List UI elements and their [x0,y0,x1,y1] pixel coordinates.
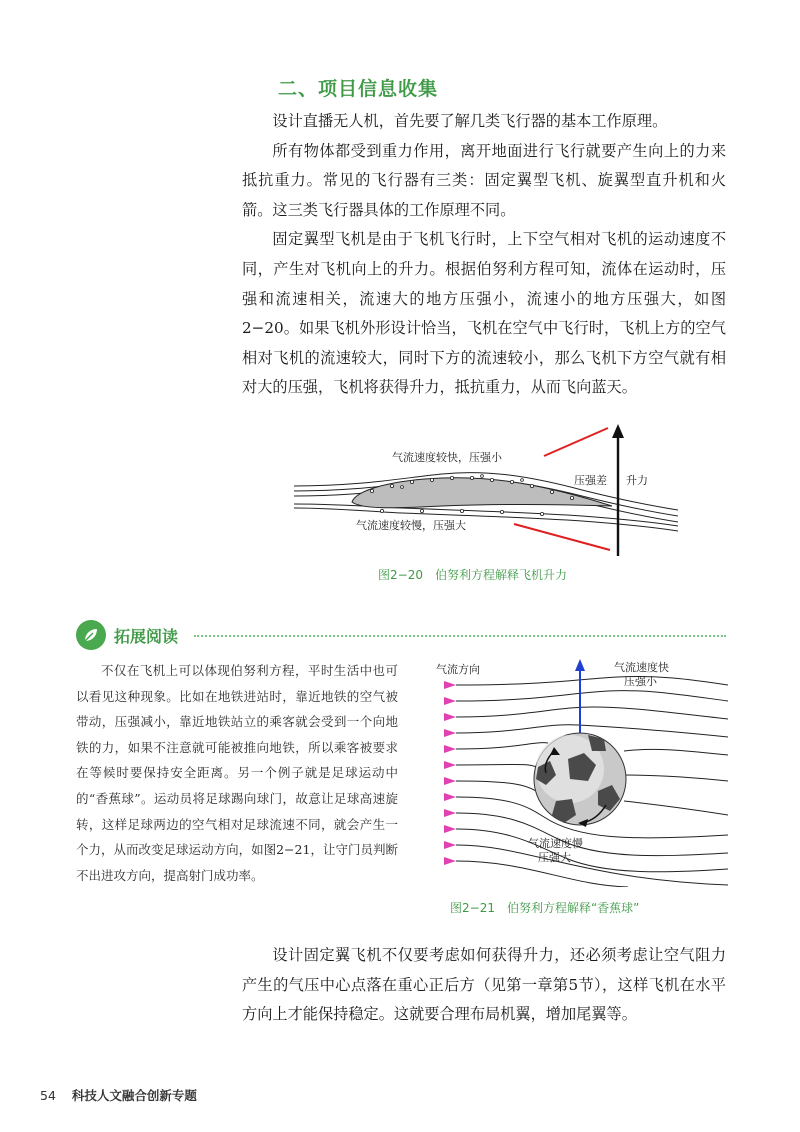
airfoil-lift-diagram [292,420,678,560]
label-low-pressure: 压强小 [624,675,657,688]
label-pressure-difference: 压强差 [574,474,607,487]
streamline [294,504,678,526]
dotted-divider [194,635,726,637]
label-high-pressure: 压强大 [538,851,571,864]
paragraph: 固定翼型飞机是由于飞机飞行时，上下空气相对飞机的运动速度不同，产生对飞机向上的升力。根据伯努利方程可知，流体在运动时，压强和流速相关，流速大的地方压强小，流速小的地方压强大，如图2−20。如果飞机外形设计恰当，飞机在空气中飞行时，飞机上方的空气相对飞机的流速较大，同时下方的流速较小，那么飞机下方空气就有相对大的压强，飞机将获得升力，抵抗重力，从而飞向蓝天。 [242,230,726,397]
label-fast-airflow: 气流速度快 [614,661,669,674]
paragraph: 不仅在飞机上可以体现伯努利方程，平时生活中也可以看见这种现象。比如在地铁进站时，靠近地铁的空气被带动，压强减小，靠近地铁站立的乘客就会受到一个向地铁的力，如果不注意就可能被推向地铁，所以乘客被要求在等候时要保持安全距离。另一个例子就是足球运动中的“香蕉球”。运动员将足球踢向球门，故意让足球高速旋转，这样足球两边的空气相对足球流速不同，就会产生一个力，从而改变足球运动方向，如图2−21，让守门员判断不出进攻方向，提高射门成功率。 [76,663,398,883]
force-arrow-head [575,659,585,671]
figure-caption: 图2−21 伯努利方程解释“香蕉球” [450,901,640,915]
label-slow-airflow: 气流速度慢 [528,837,583,850]
airfoil-shape [352,478,612,508]
banana-kick-diagram [428,655,728,887]
label-airflow-direction: 气流方向 [436,663,480,676]
paragraph: 设计固定翼飞机不仅要考虑如何获得升力，还必须考虑让空气阻力产生的气压中心点落在重心正后方（见第一章第5节），这样飞机在水平方向上才能保持稳定。这就要合理布局机翼，增加尾翼等。 [242,946,726,1024]
label-lift: 升力 [626,474,648,487]
pressure-line-top [544,428,608,456]
intro-text [242,107,726,403]
soccer-ball [534,733,626,827]
leaf-icon [76,620,106,650]
pressure-line-bottom [514,524,610,550]
closing-text [242,941,726,1030]
extended-reading-text [76,658,398,888]
airflow-arrowheads [444,681,456,865]
page-number: 54 [40,1088,56,1103]
figure-caption: 图2−20 伯努利方程解释飞机升力 [378,568,567,582]
extended-reading-title: 拓展阅读 [114,627,179,646]
paragraph: 设计直播无人机，首先要了解几类飞行器的基本工作原理。 [272,112,668,130]
lift-arrow-head [612,424,624,438]
paragraph: 所有物体都受到重力作用，离开地面进行飞行就要产生向上的力来抵抗重力。常见的飞行器有三类：固定翼型飞机、旋翼型直升机和火箭。这三类飞行器具体的工作原理不同。 [242,141,726,219]
page-footer [40,1086,197,1104]
label-fast-low-pressure: 气流速度较快，压强小 [392,451,502,464]
section-heading: 二、项目信息收集 [278,78,439,100]
series-title: 科技人文融合创新专题 [71,1088,197,1103]
label-slow-high-pressure: 气流速度较慢，压强大 [356,519,466,532]
extended-reading-banner [76,620,726,650]
